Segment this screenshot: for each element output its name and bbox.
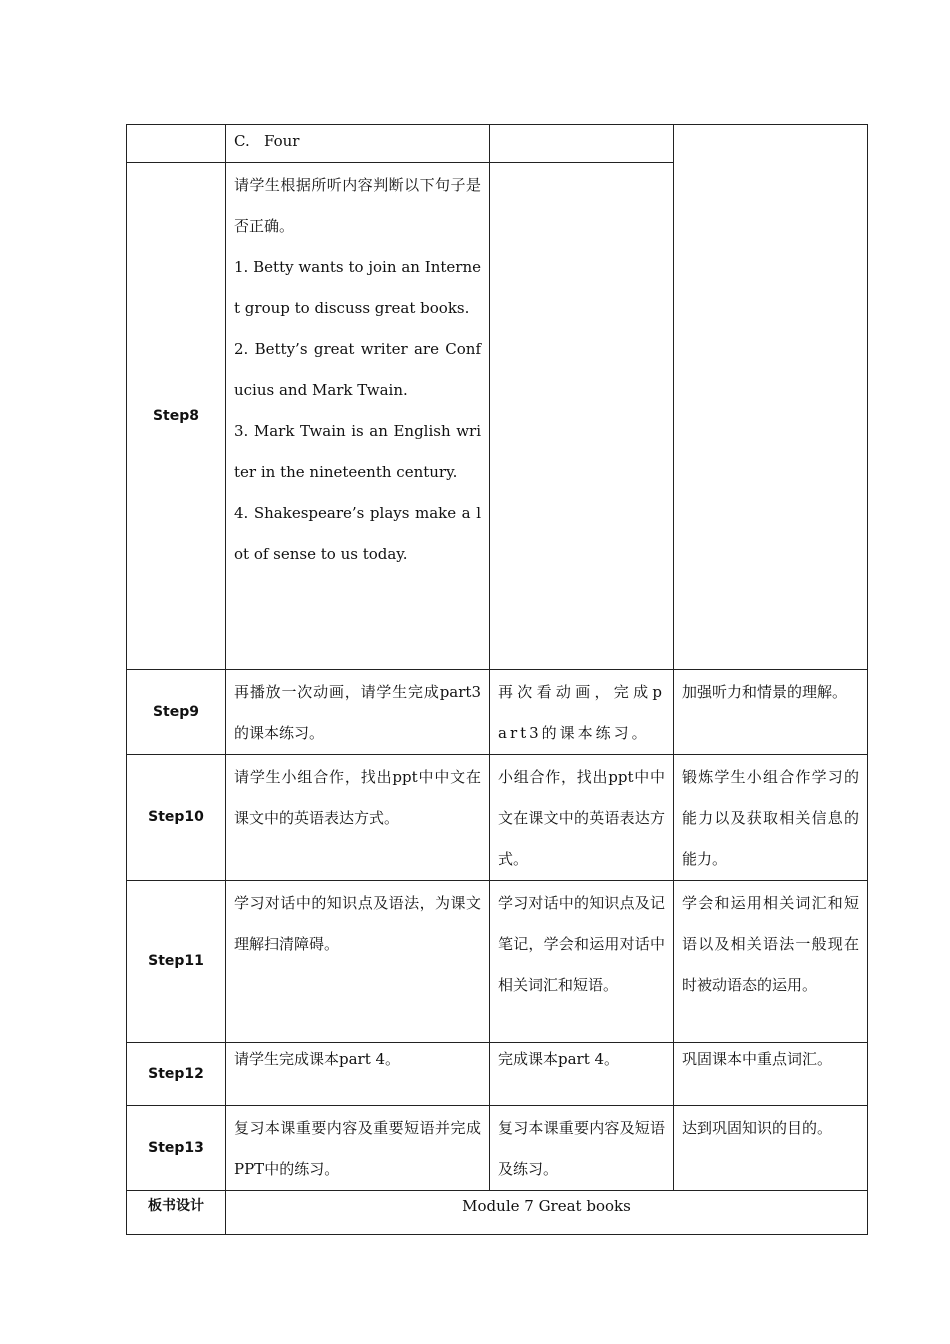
board-design-label: 板书设计: [127, 1191, 226, 1235]
step-label: Step11: [127, 881, 226, 1043]
student-activity-cell: 完成课本part 4。: [490, 1043, 674, 1106]
teacher-activity-cell: 复习本课重要内容及重要短语并完成PPT中的练习。: [226, 1106, 490, 1191]
step8-item-3: 3. Mark Twain is an English writer in the nineteenth century.: [234, 422, 481, 481]
step-label: Step9: [127, 670, 226, 755]
teacher-activity-cell: 再播放一次动画，请学生完成part3的课本练习。: [226, 670, 490, 755]
table-row: [127, 881, 868, 1043]
step-label: Step13: [127, 1106, 226, 1191]
teacher-activity-cell: 学习对话中的知识点及语法，为课文理解扫清障碍。: [226, 881, 490, 1043]
step8-intro: 请学生根据所听内容判断以下句子是否正确。: [234, 176, 481, 235]
table-row: [127, 670, 868, 755]
step-label-cell: [127, 125, 226, 163]
table-row: [127, 755, 868, 881]
teacher-activity-cell: [226, 163, 490, 670]
teacher-activity-cell: 请学生小组合作，找出ppt中中文在课文中的英语表达方式。: [226, 755, 490, 881]
purpose-cell: 达到巩固知识的目的。: [674, 1106, 868, 1191]
lesson-plan-table: [126, 124, 868, 1235]
step8-item-2: 2. Betty’s great writer are Confucius and Mark Twain.: [234, 340, 481, 399]
teacher-activity-cell: [226, 125, 490, 163]
student-activity-cell: [490, 163, 674, 670]
purpose-cell: [674, 125, 868, 670]
step-label: Step12: [127, 1043, 226, 1106]
option-c-text: C. Four: [234, 132, 300, 150]
purpose-cell: 学会和运用相关词汇和短语以及相关语法一般现在时被动语态的运用。: [674, 881, 868, 1043]
table-row: [127, 1043, 868, 1106]
purpose-cell: 加强听力和情景的理解。: [674, 670, 868, 755]
teacher-activity-cell: 请学生完成课本part 4。: [226, 1043, 490, 1106]
table-row: [127, 1106, 868, 1191]
student-activity-cell: 小组合作，找出ppt中中文在课文中的英语表达方式。: [490, 755, 674, 881]
step-label: Step8: [127, 163, 226, 670]
purpose-cell: 锻炼学生小组合作学习的能力以及获取相关信息的能力。: [674, 755, 868, 881]
student-activity-cell: 学习对话中的知识点及记笔记，学会和运用对话中相关词汇和短语。: [490, 881, 674, 1043]
table-row: [127, 1191, 868, 1235]
student-activity-cell: 复习本课重要内容及短语及练习。: [490, 1106, 674, 1191]
step8-item-1: 1. Betty wants to join an Internet group to discuss great books.: [234, 258, 481, 317]
student-activity-cell: [490, 125, 674, 163]
table-row: [127, 125, 868, 163]
purpose-cell: 巩固课本中重点词汇。: [674, 1043, 868, 1106]
board-design-content: Module 7 Great books: [226, 1191, 868, 1235]
step8-item-4: 4. Shakespeare’s plays make a lot of sense to us today.: [234, 504, 481, 563]
student-activity-cell: 再次看动画，完成part3的课本练习。: [490, 670, 674, 755]
step-label: Step10: [127, 755, 226, 881]
